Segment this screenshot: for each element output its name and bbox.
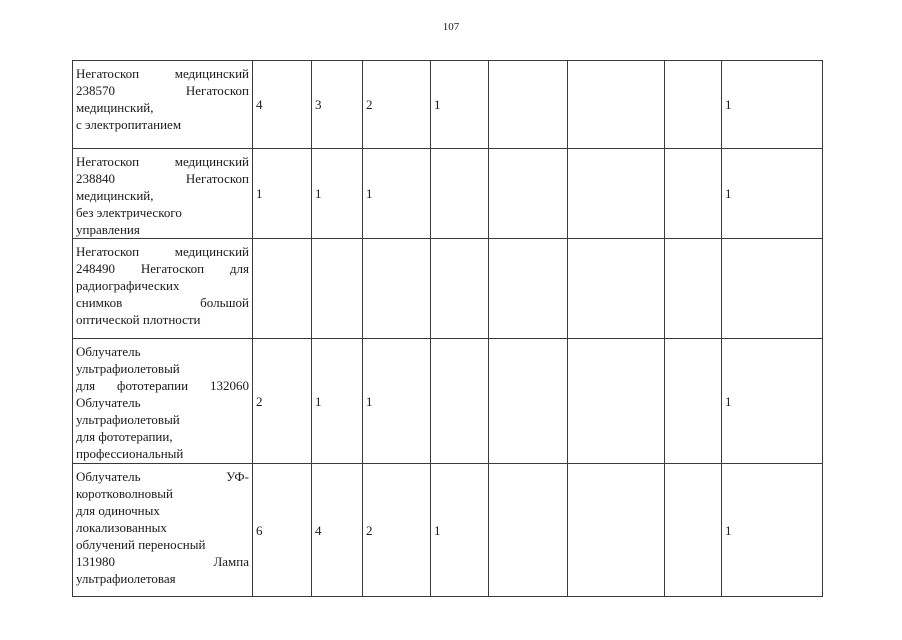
equipment-name-line: 238840 Негатоскоп [76, 171, 249, 186]
quantity-value: 3 [315, 97, 322, 112]
quantity-cell [665, 339, 722, 464]
table-row [73, 239, 823, 339]
quantity-cell [722, 339, 823, 464]
quantity-cell [312, 339, 363, 464]
equipment-name-line: радиографических [76, 278, 180, 293]
quantity-value: 2 [366, 522, 373, 538]
equipment-name-line: профессиональный [76, 446, 184, 461]
table-row [73, 464, 823, 597]
quantity-cell [431, 339, 489, 464]
quantity-cell [253, 464, 312, 597]
quantity-cell [489, 61, 568, 149]
quantity-value: 6 [256, 522, 263, 538]
equipment-name-line: Облучатель [76, 395, 141, 410]
quantity-value: 2 [366, 97, 373, 112]
equipment-name-line: Негатоскоп медицинский [76, 66, 249, 81]
quantity-cell [431, 464, 489, 597]
equipment-name-cell [73, 61, 253, 149]
quantity-cell [253, 339, 312, 464]
equipment-name-line: медицинский, [76, 100, 154, 115]
equipment-name-cell [73, 464, 253, 597]
quantity-cell [665, 239, 722, 339]
equipment-name-line: оптической плотности [76, 312, 201, 327]
page-number: 107 [442, 21, 460, 33]
equipment-table [72, 60, 823, 597]
quantity-value: 2 [256, 393, 263, 409]
equipment-name-line: 248490 Негатоскоп для [76, 261, 249, 276]
equipment-name-line: для одиночных [76, 503, 160, 518]
quantity-cell [722, 149, 823, 239]
equipment-name-line: ультрафиолетовый [76, 412, 180, 427]
quantity-cell [722, 239, 823, 339]
quantity-cell [363, 61, 431, 149]
quantity-cell [489, 149, 568, 239]
equipment-name-line: Облучатель УФ- [76, 469, 249, 484]
table-row [73, 61, 823, 149]
equipment-name-line: 238570 Негатоскоп [76, 83, 249, 98]
quantity-cell [431, 61, 489, 149]
quantity-cell [568, 464, 665, 597]
quantity-cell [312, 464, 363, 597]
quantity-value: 1 [366, 393, 373, 409]
quantity-cell [489, 464, 568, 597]
quantity-cell [489, 339, 568, 464]
quantity-value: 1 [725, 522, 732, 538]
quantity-cell [312, 239, 363, 339]
equipment-name-line: локализованных [76, 520, 167, 535]
quantity-cell [489, 239, 568, 339]
quantity-value: 1 [315, 393, 322, 409]
equipment-name-line: Негатоскоп медицинский [76, 244, 249, 259]
equipment-name-line: с электропитанием [76, 117, 182, 132]
quantity-cell [253, 61, 312, 149]
quantity-cell [722, 464, 823, 597]
quantity-value: 1 [725, 186, 732, 201]
equipment-name-line: медицинский, [76, 188, 154, 203]
quantity-cell [568, 339, 665, 464]
equipment-name-line: коротковолновый [76, 486, 173, 501]
equipment-name-line: облучений переносный [76, 537, 206, 552]
quantity-cell [312, 61, 363, 149]
quantity-cell [568, 61, 665, 149]
quantity-cell [722, 61, 823, 149]
quantity-cell [431, 239, 489, 339]
quantity-value: 1 [434, 97, 441, 112]
quantity-value: 1 [366, 186, 373, 201]
quantity-cell [568, 149, 665, 239]
quantity-cell [363, 239, 431, 339]
equipment-name-line: 131980 Лампа [76, 554, 249, 569]
quantity-cell [253, 239, 312, 339]
table-row [73, 339, 823, 464]
quantity-value: 1 [725, 97, 732, 112]
quantity-cell [363, 464, 431, 597]
quantity-cell [665, 149, 722, 239]
table-row [73, 149, 823, 239]
quantity-cell [568, 239, 665, 339]
quantity-value: 4 [315, 522, 322, 538]
quantity-cell [431, 149, 489, 239]
quantity-value: 1 [725, 393, 732, 409]
quantity-value: 1 [256, 186, 263, 201]
equipment-name-line: снимков большой [76, 295, 249, 310]
equipment-name-line: Негатоскоп медицинский [76, 154, 249, 169]
equipment-name-line: Облучатель [76, 344, 141, 359]
quantity-cell [253, 149, 312, 239]
quantity-cell [363, 149, 431, 239]
equipment-name-line: ультрафиолетовая [76, 571, 176, 586]
equipment-name-line: для фототерапии 132060 [76, 378, 249, 393]
equipment-name-line: ультрафиолетовый [76, 361, 180, 376]
equipment-name-cell [73, 239, 253, 339]
quantity-value: 4 [256, 97, 263, 112]
quantity-value: 1 [434, 522, 441, 538]
quantity-cell [363, 339, 431, 464]
equipment-name-cell [73, 339, 253, 464]
quantity-cell [665, 61, 722, 149]
equipment-name-line: управления [76, 222, 140, 237]
quantity-cell [312, 149, 363, 239]
equipment-name-line: для фототерапии, [76, 429, 173, 444]
quantity-value: 1 [315, 186, 322, 201]
equipment-name-line: без электрического [76, 205, 182, 220]
quantity-cell [665, 464, 722, 597]
equipment-name-cell [73, 149, 253, 239]
